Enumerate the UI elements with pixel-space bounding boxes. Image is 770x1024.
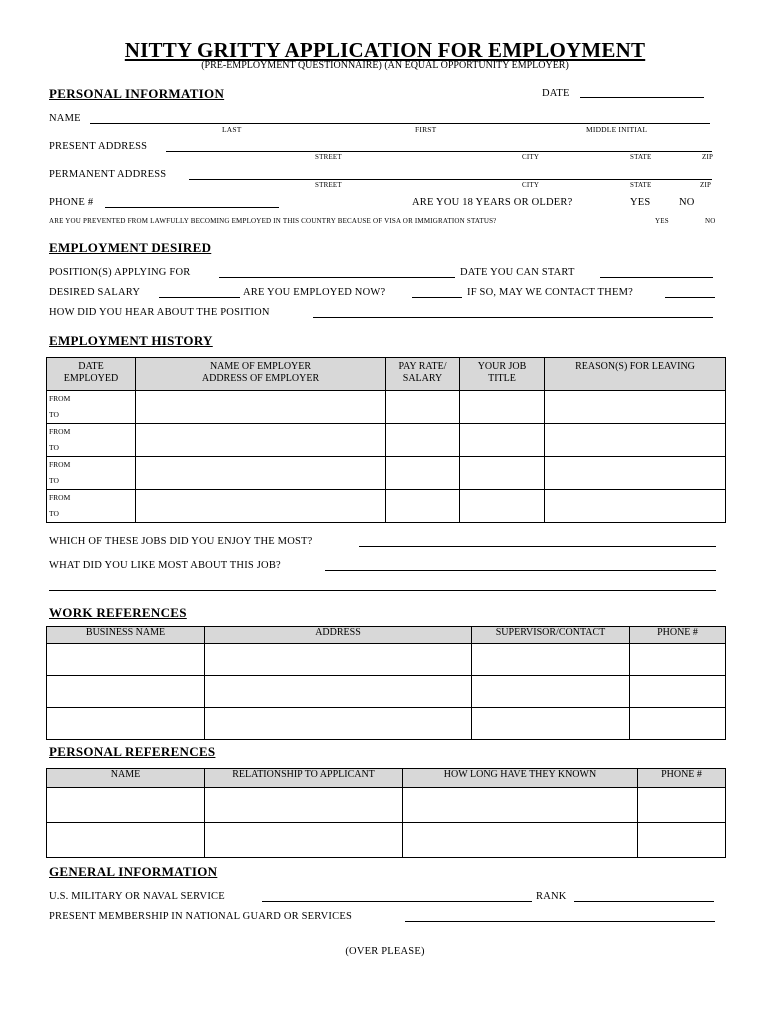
like-label: WHAT DID YOU LIKE MOST ABOUT THIS JOB? bbox=[49, 560, 281, 571]
salary-label: DESIRED SALARY bbox=[49, 287, 141, 298]
name-cell[interactable] bbox=[47, 788, 205, 823]
address-cell[interactable] bbox=[205, 708, 472, 740]
supervisor-cell[interactable] bbox=[472, 676, 630, 708]
table-row bbox=[47, 457, 726, 490]
pay-cell[interactable] bbox=[386, 457, 460, 490]
permanent-street-caption: STREET bbox=[315, 181, 342, 189]
name-field[interactable] bbox=[90, 123, 710, 124]
address-cell[interactable] bbox=[205, 676, 472, 708]
work-references-heading: WORK REFERENCES bbox=[49, 605, 187, 620]
col-business-name: BUSINESS NAME bbox=[47, 627, 205, 644]
rank-field[interactable] bbox=[574, 901, 714, 902]
col-phone: PHONE # bbox=[638, 769, 726, 788]
guard-label: PRESENT MEMBERSHIP IN NATIONAL GUARD OR SERVICES bbox=[49, 911, 352, 922]
contact-field[interactable] bbox=[665, 297, 715, 298]
like-field-continued[interactable] bbox=[49, 590, 716, 591]
employer-cell[interactable] bbox=[136, 391, 386, 424]
supervisor-cell[interactable] bbox=[472, 644, 630, 676]
personal-references-heading: PERSONAL REFERENCES bbox=[49, 744, 216, 759]
date-cell[interactable]: FROM TO bbox=[47, 457, 136, 490]
permanent-city-caption: CITY bbox=[522, 181, 540, 189]
visa-question: ARE YOU PREVENTED FROM LAWFULLY BECOMING EMPLOYED IN THIS COUNTRY BECAUSE OF VISA OR IMMIGRATION STATUS? bbox=[49, 217, 497, 225]
page-subtitle: (PRE-EMPLOYMENT QUESTIONNAIRE) (AN EQUAL OPPORTUNITY EMPLOYER) bbox=[201, 60, 569, 71]
table-row bbox=[47, 823, 726, 858]
permanent-zip-caption: ZIP bbox=[700, 181, 712, 189]
military-field[interactable] bbox=[262, 901, 532, 902]
employer-cell[interactable] bbox=[136, 457, 386, 490]
phone-cell[interactable] bbox=[630, 708, 726, 740]
table-row bbox=[47, 676, 726, 708]
name-last-caption: LAST bbox=[222, 125, 242, 134]
table-row bbox=[47, 391, 726, 424]
col-name: NAME bbox=[47, 769, 205, 788]
visa-yes-option[interactable]: YES bbox=[655, 217, 669, 225]
date-cell[interactable]: FROM TO bbox=[47, 391, 136, 424]
reason-cell[interactable] bbox=[545, 457, 726, 490]
how-long-cell[interactable] bbox=[403, 823, 638, 858]
page-title: NITTY GRITTY APPLICATION FOR EMPLOYMENT bbox=[124, 38, 646, 62]
pay-cell[interactable] bbox=[386, 424, 460, 457]
relationship-cell[interactable] bbox=[205, 823, 403, 858]
business-cell[interactable] bbox=[47, 708, 205, 740]
date-label: DATE bbox=[542, 88, 570, 99]
supervisor-cell[interactable] bbox=[472, 708, 630, 740]
title-cell[interactable] bbox=[460, 424, 545, 457]
col-employer: NAME OF EMPLOYER ADDRESS OF EMPLOYER bbox=[136, 358, 386, 391]
present-state-caption: STATE bbox=[630, 153, 652, 161]
rank-label: RANK bbox=[536, 891, 567, 902]
date-field[interactable] bbox=[580, 97, 704, 98]
age-no-option[interactable]: NO bbox=[679, 197, 695, 208]
employed-now-label: ARE YOU EMPLOYED NOW? bbox=[243, 287, 386, 298]
relationship-cell[interactable] bbox=[205, 788, 403, 823]
col-job-title: YOUR JOB TITLE bbox=[460, 358, 545, 391]
age-yes-option[interactable]: YES bbox=[630, 197, 651, 208]
phone-cell[interactable] bbox=[638, 788, 726, 823]
employment-desired-heading: EMPLOYMENT DESIRED bbox=[49, 240, 212, 255]
reason-cell[interactable] bbox=[545, 424, 726, 457]
permanent-state-caption: STATE bbox=[630, 181, 652, 189]
address-cell[interactable] bbox=[205, 644, 472, 676]
table-row bbox=[47, 788, 726, 823]
col-how-long: HOW LONG HAVE THEY KNOWN bbox=[403, 769, 638, 788]
title-cell[interactable] bbox=[460, 391, 545, 424]
personal-info-heading: PERSONAL INFORMATION bbox=[49, 86, 225, 101]
business-cell[interactable] bbox=[47, 644, 205, 676]
phone-label: PHONE # bbox=[49, 197, 94, 208]
table-row bbox=[47, 424, 726, 457]
employed-now-field[interactable] bbox=[412, 297, 462, 298]
general-info-heading: GENERAL INFORMATION bbox=[49, 864, 218, 879]
employer-cell[interactable] bbox=[136, 424, 386, 457]
col-pay-rate: PAY RATE/ SALARY bbox=[386, 358, 460, 391]
present-street-caption: STREET bbox=[315, 153, 342, 161]
pay-cell[interactable] bbox=[386, 391, 460, 424]
permanent-address-label: PERMANENT ADDRESS bbox=[49, 169, 167, 180]
position-field[interactable] bbox=[219, 277, 455, 278]
present-address-field[interactable] bbox=[166, 151, 712, 152]
title-cell[interactable] bbox=[460, 490, 545, 523]
date-cell[interactable]: FROM TO bbox=[47, 424, 136, 457]
over-please-note: (OVER PLEASE) bbox=[345, 946, 425, 957]
business-cell[interactable] bbox=[47, 676, 205, 708]
col-date-employed: DATE EMPLOYED bbox=[47, 358, 136, 391]
phone-field[interactable] bbox=[105, 207, 279, 208]
employment-history-heading: EMPLOYMENT HISTORY bbox=[49, 333, 213, 348]
employment-history-table bbox=[46, 357, 726, 523]
phone-cell[interactable] bbox=[630, 676, 726, 708]
permanent-address-field[interactable] bbox=[189, 179, 712, 180]
name-cell[interactable] bbox=[47, 823, 205, 858]
name-middle-caption: MIDDLE INITIAL bbox=[586, 125, 648, 134]
salary-field[interactable] bbox=[159, 297, 240, 298]
name-first-caption: FIRST bbox=[415, 125, 437, 134]
phone-cell[interactable] bbox=[630, 644, 726, 676]
start-date-field[interactable] bbox=[600, 277, 713, 278]
col-phone: PHONE # bbox=[630, 627, 726, 644]
like-field[interactable] bbox=[325, 570, 716, 571]
col-address: ADDRESS bbox=[205, 627, 472, 644]
col-supervisor: SUPERVISOR/CONTACT bbox=[472, 627, 630, 644]
enjoy-field[interactable] bbox=[359, 546, 716, 547]
hear-label: HOW DID YOU HEAR ABOUT THE POSITION bbox=[49, 307, 270, 318]
visa-no-option[interactable]: NO bbox=[705, 217, 716, 225]
work-references-table bbox=[46, 626, 726, 740]
name-label: NAME bbox=[49, 113, 81, 124]
col-reason-leaving: REASON(S) FOR LEAVING bbox=[545, 358, 726, 391]
table-row bbox=[47, 644, 726, 676]
present-city-caption: CITY bbox=[522, 153, 540, 161]
pay-cell[interactable] bbox=[386, 490, 460, 523]
military-label: U.S. MILITARY OR NAVAL SERVICE bbox=[49, 891, 225, 902]
date-cell[interactable]: FROM TO bbox=[47, 490, 136, 523]
hear-field[interactable] bbox=[313, 317, 713, 318]
table-row bbox=[47, 490, 726, 523]
present-address-label: PRESENT ADDRESS bbox=[49, 141, 148, 152]
reason-cell[interactable] bbox=[545, 391, 726, 424]
start-date-label: DATE YOU CAN START bbox=[460, 267, 575, 278]
enjoy-label: WHICH OF THESE JOBS DID YOU ENJOY THE MOST? bbox=[49, 536, 313, 547]
position-label: POSITION(S) APPLYING FOR bbox=[49, 267, 191, 278]
age-question: ARE YOU 18 YEARS OR OLDER? bbox=[412, 197, 573, 208]
guard-field[interactable] bbox=[405, 921, 715, 922]
personal-references-table bbox=[46, 768, 726, 858]
employer-cell[interactable] bbox=[136, 490, 386, 523]
reason-cell[interactable] bbox=[545, 490, 726, 523]
contact-label: IF SO, MAY WE CONTACT THEM? bbox=[467, 287, 633, 298]
how-long-cell[interactable] bbox=[403, 788, 638, 823]
phone-cell[interactable] bbox=[638, 823, 726, 858]
col-relationship: RELATIONSHIP TO APPLICANT bbox=[205, 769, 403, 788]
present-zip-caption: ZIP bbox=[702, 153, 714, 161]
table-row bbox=[47, 708, 726, 740]
title-cell[interactable] bbox=[460, 457, 545, 490]
